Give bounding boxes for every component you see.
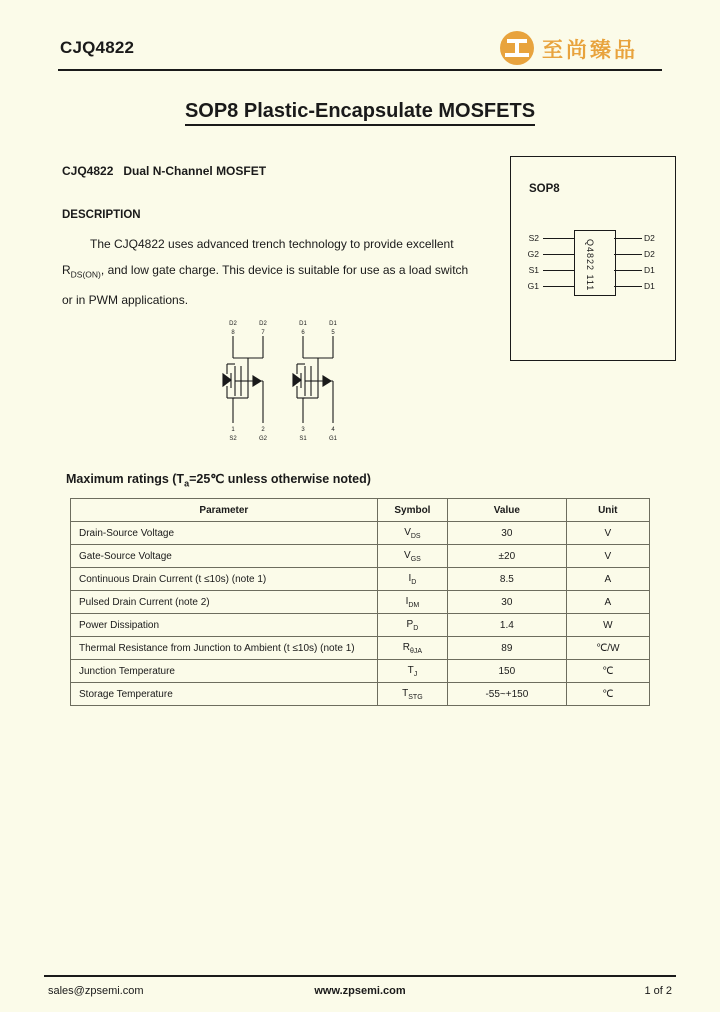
cell-value: ±20 <box>448 545 567 568</box>
schematic-top-pin-3: 6 <box>301 330 305 336</box>
page-header <box>58 30 662 76</box>
schematic-bottom-label-3: S1 <box>299 436 307 442</box>
schematic-top-label-2: D2 <box>259 321 267 327</box>
table-header-row <box>71 499 650 522</box>
cell-symbol: $V_{GS}$ <box>377 545 447 568</box>
cell-unit: A <box>566 568 649 591</box>
ratings-title-post: =25℃ unless otherwise noted) <box>189 472 371 486</box>
part-subtitle <box>62 164 266 178</box>
description-line-3: or in PWM applications. <box>62 293 189 308</box>
cell-parameter: Junction Temperature <box>71 660 378 683</box>
package-lead-right-4 <box>614 286 642 287</box>
cell-unit: ℃ <box>566 660 649 683</box>
description-line-2-post: , and low gate charge. This device is suitable for use as a load switch <box>100 263 469 277</box>
cell-value: 30 <box>448 591 567 614</box>
cell-unit: ℃ <box>566 683 649 706</box>
table-row <box>71 614 650 637</box>
cell-symbol: $I_D$ <box>377 568 447 591</box>
cell-symbol: $V_{DS}$ <box>377 522 447 545</box>
package-pin-label-s1: S1 <box>528 265 539 275</box>
column-header-symbol: Symbol <box>377 499 447 522</box>
company-logo <box>500 30 662 68</box>
package-lead-left-4 <box>543 286 574 287</box>
column-header-value: Value <box>448 499 567 522</box>
cell-unit: V <box>566 545 649 568</box>
package-lead-left-3 <box>543 270 574 271</box>
description-body <box>62 231 492 313</box>
header-divider <box>58 69 662 71</box>
cell-parameter: Gate-Source Voltage <box>71 545 378 568</box>
cell-symbol: $I_{DM}$ <box>377 591 447 614</box>
package-body-marking: Q4822 111 <box>585 239 595 292</box>
page-title-text: SOP8 Plastic-Encapsulate MOSFETS <box>185 100 535 126</box>
schematic-bottom-label-1: S2 <box>229 436 237 442</box>
schematic-top-pin-2: 7 <box>261 330 265 336</box>
table-row <box>71 660 650 683</box>
package-body-outline <box>574 230 616 296</box>
package-lead-right-1 <box>614 238 642 239</box>
package-lead-right-3 <box>614 270 642 271</box>
cell-value: 30 <box>448 522 567 545</box>
package-lead-left-1 <box>543 238 574 239</box>
cell-symbol: $P_D$ <box>377 614 447 637</box>
footer-page-number: 1 of 2 <box>644 985 672 997</box>
schematic-top-label-4: D1 <box>329 321 337 327</box>
cell-unit: W <box>566 614 649 637</box>
cell-parameter: Drain-Source Voltage <box>71 522 378 545</box>
footer-divider <box>44 975 676 977</box>
schematic-top-label-3: D1 <box>299 321 307 327</box>
cell-value: 150 <box>448 660 567 683</box>
cell-unit: V <box>566 522 649 545</box>
package-pin-label-d2-a: D2 <box>644 233 655 243</box>
column-header-unit: Unit <box>566 499 649 522</box>
cell-unit: ℃/W <box>566 637 649 660</box>
schematic-bottom-label-4: G1 <box>328 436 338 442</box>
cell-parameter: Continuous Drain Current (t ≤10s) (note 1) <box>71 568 378 591</box>
table-row <box>71 522 650 545</box>
description-line-1: The CJQ4822 uses advanced trench technology to provide excellent <box>90 237 454 251</box>
cell-symbol: $R_{\theta JA}$ <box>377 637 447 660</box>
package-pin-label-d1-a: D1 <box>644 265 655 275</box>
ratings-title <box>66 471 371 489</box>
description-line-2-pre: R <box>62 263 71 277</box>
schematic-bottom-pin-2: 2 <box>261 427 265 433</box>
header-part-number: CJQ4822 <box>60 38 135 57</box>
cell-value: 1.4 <box>448 614 567 637</box>
schematic-top-pin-4: 5 <box>331 330 335 336</box>
zpsemi-logo-icon <box>500 31 534 65</box>
schematic-bottom-label-2: G2 <box>258 436 268 442</box>
cell-value: 8.5 <box>448 568 567 591</box>
table-row <box>71 683 650 706</box>
schematic-top-pin-1: 8 <box>231 330 235 336</box>
package-pin-label-g1: G1 <box>527 281 539 291</box>
table-row <box>71 568 650 591</box>
column-header-parameter: Parameter <box>71 499 378 522</box>
logo-text: 至尚臻品 <box>542 38 638 62</box>
schematic-bottom-pin-3: 3 <box>301 427 305 433</box>
ratings-title-pre: Maximum ratings (T <box>66 472 185 486</box>
cell-value: 89 <box>448 637 567 660</box>
description-heading: DESCRIPTION <box>62 209 141 221</box>
cell-parameter: Storage Temperature <box>71 683 378 706</box>
part-subtitle-number: CJQ4822 <box>62 164 114 178</box>
table-row <box>71 545 650 568</box>
table-row <box>71 637 650 660</box>
cell-parameter: Power Dissipation <box>71 614 378 637</box>
schematic-svg <box>215 318 365 443</box>
package-pin-label-d1-b: D1 <box>644 281 655 291</box>
footer-website[interactable]: www.zpsemi.com <box>314 985 406 997</box>
cell-parameter: Thermal Resistance from Junction to Ambient (t ≤10s) (note 1) <box>71 637 378 660</box>
package-lead-right-2 <box>614 254 642 255</box>
package-lead-left-2 <box>543 254 574 255</box>
package-pin-label-g2: G2 <box>527 249 539 259</box>
ratings-title-sub: a <box>184 478 190 489</box>
description-line-2-sub: DS(ON) <box>70 269 101 280</box>
schematic-bottom-pin-1: 1 <box>231 427 235 433</box>
package-pin-label-s2: S2 <box>528 233 539 243</box>
schematic-top-label-1: D2 <box>229 321 237 327</box>
schematic-bottom-pin-4: 4 <box>331 427 335 433</box>
package-diagram <box>510 156 676 361</box>
part-subtitle-type: Dual N-Channel MOSFET <box>123 164 267 178</box>
cell-symbol: $T_{STG}$ <box>377 683 447 706</box>
maximum-ratings-table <box>70 498 650 706</box>
footer-email[interactable]: sales@zpsemi.com <box>48 985 144 997</box>
schematic-diagram <box>215 318 365 443</box>
table-row <box>71 591 650 614</box>
cell-symbol: $T_J$ <box>377 660 447 683</box>
page-title <box>0 100 720 123</box>
package-pin-label-d2-b: D2 <box>644 249 655 259</box>
cell-value: -55~+150 <box>448 683 567 706</box>
cell-parameter: Pulsed Drain Current (note 2) <box>71 591 378 614</box>
cell-unit: A <box>566 591 649 614</box>
package-title: SOP8 <box>529 183 560 195</box>
